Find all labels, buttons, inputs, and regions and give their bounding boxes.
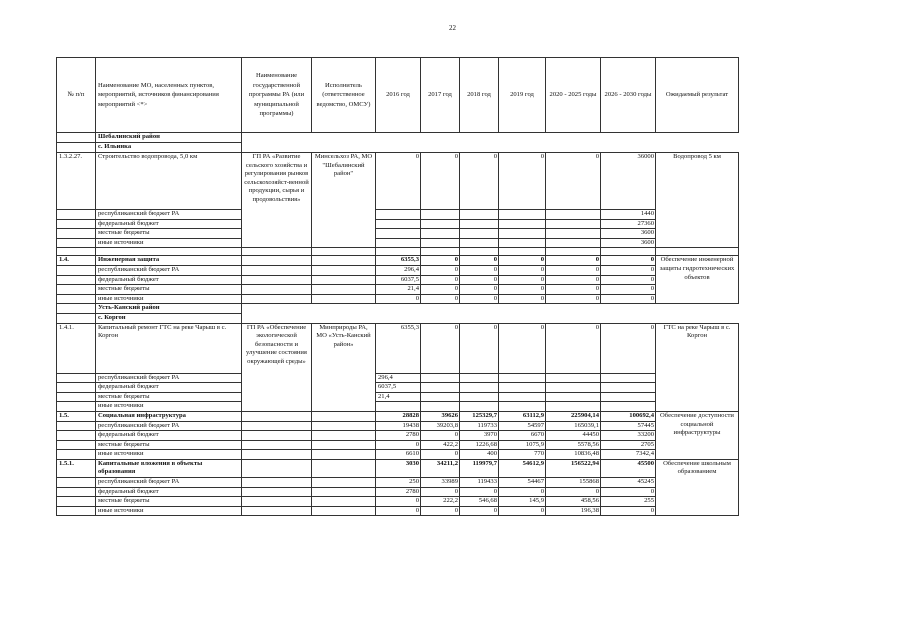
value-2017: 0 — [421, 275, 460, 285]
value-2020-2025: 165039,1 — [546, 421, 601, 431]
header-num: № п/п — [57, 58, 96, 133]
value-2016: 21,4 — [376, 392, 421, 402]
value-2020-2025: 155868 — [546, 478, 601, 488]
value-2019: 0 — [499, 294, 546, 304]
value-2026-2030: 27360 — [601, 219, 656, 229]
value-2018: 0 — [460, 506, 499, 516]
table-row — [57, 459, 739, 477]
value-2016: 6355,3 — [376, 323, 421, 373]
value-2026-2030: 57445 — [601, 421, 656, 431]
value-2020-2025: 10836,48 — [546, 450, 601, 460]
value-2019: 54612,9 — [499, 459, 546, 477]
value-2016: 0 — [376, 440, 421, 450]
value-2017: 0 — [421, 431, 460, 441]
value-2019: 63112,9 — [499, 411, 546, 421]
section-village: с. Ильинка — [96, 143, 242, 153]
row-result: Обеспечение инженерной защиты гидротехнических объектов — [656, 256, 739, 304]
source-label: местные бюджеты — [96, 285, 242, 295]
value-2018: 546,68 — [460, 497, 499, 507]
row-executor: Минприроды РА, МО «Усть-Канский район» — [312, 323, 376, 411]
value-2026-2030: 3600 — [601, 238, 656, 248]
value-2020-2025: 0 — [546, 153, 601, 210]
value-2018: 0 — [460, 294, 499, 304]
value-2017: 39626 — [421, 411, 460, 421]
value-2019: 145,9 — [499, 497, 546, 507]
value-2019: 0 — [499, 323, 546, 373]
value-2019: 0 — [499, 285, 546, 295]
value-2019: 0 — [499, 487, 546, 497]
row-result: Обеспечение доступности социальной инфраструктуры — [656, 411, 739, 459]
header-2019: 2019 год — [499, 58, 546, 133]
value-2016: 6610 — [376, 450, 421, 460]
value-2017: 0 — [421, 256, 460, 266]
value-2019: 54467 — [499, 478, 546, 488]
source-label: местные бюджеты — [96, 497, 242, 507]
source-label: федеральный бюджет — [96, 219, 242, 229]
source-label: местные бюджеты — [96, 229, 242, 239]
page-number: 22 — [449, 24, 456, 32]
table-row — [57, 431, 739, 441]
table-row — [57, 402, 739, 412]
value-2026-2030: 0 — [601, 256, 656, 266]
value-2017: 0 — [421, 506, 460, 516]
value-2026-2030: 0 — [601, 265, 656, 275]
table-row — [57, 440, 739, 450]
table-row — [57, 265, 739, 275]
value-2016: 6355,3 — [376, 256, 421, 266]
value-2019: 6670 — [499, 431, 546, 441]
value-2018: 1226,68 — [460, 440, 499, 450]
source-label: федеральный бюджет — [96, 383, 242, 393]
source-label: республиканский бюджет РА — [96, 478, 242, 488]
value-2018: 0 — [460, 153, 499, 210]
value-2018: 0 — [460, 265, 499, 275]
value-2017: 0 — [421, 323, 460, 373]
table-row — [57, 506, 739, 516]
table-row — [57, 275, 739, 285]
value-2016: 296,4 — [376, 265, 421, 275]
value-2017: 0 — [421, 153, 460, 210]
table-row — [57, 323, 739, 373]
value-2018: 0 — [460, 487, 499, 497]
value-2017: 422,2 — [421, 440, 460, 450]
value-2026-2030: 33200 — [601, 431, 656, 441]
value-2019: 54597 — [499, 421, 546, 431]
value-2018: 3970 — [460, 431, 499, 441]
value-2018: 119979,7 — [460, 459, 499, 477]
header-2026-2030: 2026 - 2030 годы — [601, 58, 656, 133]
table-header — [57, 58, 739, 133]
header-2017: 2017 год — [421, 58, 460, 133]
value-2026-2030: 0 — [601, 323, 656, 373]
value-2017: 34211,2 — [421, 459, 460, 477]
section-row — [57, 133, 739, 143]
row-program: ГП РА «Развитие сельского хозяйства и регулирования рынков сельскохозяйст-венной продукции, сырья и продовольствия» — [242, 153, 312, 248]
row-program: ГП РА «Обеспечение экологической безопасности и улучшение состояния окружающей среды» — [242, 323, 312, 411]
value-2026-2030: 45245 — [601, 478, 656, 488]
value-2016: 21,4 — [376, 285, 421, 295]
row-name: Строительство водопровода, 5,0 км — [96, 153, 242, 210]
value-2017: 0 — [421, 285, 460, 295]
value-2020-2025: 0 — [546, 285, 601, 295]
value-2026-2030: 7342,4 — [601, 450, 656, 460]
value-2017: 0 — [421, 450, 460, 460]
source-label: иные источники — [96, 402, 242, 412]
table-row — [57, 497, 739, 507]
spacer-row — [57, 248, 739, 256]
source-label: местные бюджеты — [96, 440, 242, 450]
header-2016: 2016 год — [376, 58, 421, 133]
value-2018: 400 — [460, 450, 499, 460]
value-2020-2025: 0 — [546, 275, 601, 285]
table-row — [57, 285, 739, 295]
row-number: 1.3.2.27. — [57, 153, 96, 210]
value-2020-2025: 44450 — [546, 431, 601, 441]
value-2026-2030: 0 — [601, 506, 656, 516]
source-label: федеральный бюджет — [96, 487, 242, 497]
section-row — [57, 313, 739, 323]
row-number: 1.4. — [57, 256, 96, 266]
source-label: иные источники — [96, 238, 242, 248]
value-2016: 0 — [376, 294, 421, 304]
source-label: иные источники — [96, 294, 242, 304]
value-2016: 2780 — [376, 487, 421, 497]
table-row — [57, 411, 739, 421]
value-2020-2025: 0 — [546, 323, 601, 373]
table-row — [57, 210, 739, 220]
value-2026-2030: 0 — [601, 294, 656, 304]
row-name: Социальная инфраструктура — [96, 411, 242, 421]
value-2018: 0 — [460, 275, 499, 285]
value-2026-2030: 3600 — [601, 229, 656, 239]
table-row — [57, 219, 739, 229]
value-2016: 0 — [376, 506, 421, 516]
table-row — [57, 229, 739, 239]
value-2026-2030: 36000 — [601, 153, 656, 210]
value-2017: 0 — [421, 294, 460, 304]
value-2020-2025: 0 — [546, 294, 601, 304]
row-name: Инженерная защита — [96, 256, 242, 266]
value-2020-2025: 0 — [546, 487, 601, 497]
source-label: республиканский бюджет РА — [96, 210, 242, 220]
value-2017: 33989 — [421, 478, 460, 488]
table-row — [57, 450, 739, 460]
row-name: Капитальный ремонт ГТС на реке Чарыш в с. Коргон — [96, 323, 242, 373]
value-2016: 0 — [376, 497, 421, 507]
table-row — [57, 238, 739, 248]
value-2016: 0 — [376, 153, 421, 210]
row-number: 1.5.1. — [57, 459, 96, 477]
value-2026-2030: 1440 — [601, 210, 656, 220]
value-2016: 2780 — [376, 431, 421, 441]
row-name: Капитальные вложения в объекты образования — [96, 459, 242, 477]
value-2019: 770 — [499, 450, 546, 460]
value-2018: 0 — [460, 256, 499, 266]
section-district: Усть-Канский район — [96, 304, 242, 314]
value-2020-2025: 5578,56 — [546, 440, 601, 450]
value-2026-2030: 2705 — [601, 440, 656, 450]
value-2018: 125329,7 — [460, 411, 499, 421]
row-result: ГТС на реке Чарыш в с. Коргон — [656, 323, 739, 411]
table-row — [57, 392, 739, 402]
value-2019: 0 — [499, 506, 546, 516]
table-row — [57, 487, 739, 497]
value-2016: 250 — [376, 478, 421, 488]
table-row — [57, 421, 739, 431]
value-2017: 0 — [421, 265, 460, 275]
value-2019: 0 — [499, 275, 546, 285]
section-row — [57, 304, 739, 314]
value-2018: 119433 — [460, 478, 499, 488]
table-row — [57, 383, 739, 393]
source-label: федеральный бюджет — [96, 431, 242, 441]
value-2016: 296,4 — [376, 373, 421, 383]
value-2019: 0 — [499, 265, 546, 275]
source-label: республиканский бюджет РА — [96, 421, 242, 431]
value-2026-2030: 0 — [601, 285, 656, 295]
row-number: 1.4.1. — [57, 323, 96, 373]
value-2017: 0 — [421, 487, 460, 497]
value-2026-2030: 0 — [601, 275, 656, 285]
table-row — [57, 256, 739, 266]
source-label: местные бюджеты — [96, 392, 242, 402]
row-result: Водопровод 5 км — [656, 153, 739, 248]
row-result: Обеспечение школьным образованием — [656, 459, 739, 516]
table-row — [57, 373, 739, 383]
value-2020-2025: 458,56 — [546, 497, 601, 507]
value-2018: 0 — [460, 323, 499, 373]
value-2026-2030: 100692,4 — [601, 411, 656, 421]
source-label: иные источники — [96, 506, 242, 516]
value-2019: 0 — [499, 153, 546, 210]
value-2017: 222,2 — [421, 497, 460, 507]
section-row — [57, 143, 739, 153]
header-name: Наименование МО, населенных пунктов, мероприятий, источников финансирования мероприятий <*> — [96, 58, 242, 133]
source-label: иные источники — [96, 450, 242, 460]
value-2019: 0 — [499, 256, 546, 266]
header-program: Наименование государственной программы РА (или муниципальной программы) — [242, 58, 312, 133]
row-executor: Минсельхоз РА, МО "Шебалинский район" — [312, 153, 376, 248]
value-2020-2025: 156522,94 — [546, 459, 601, 477]
header-result: Ожидаемый результат — [656, 58, 739, 133]
value-2016: 19438 — [376, 421, 421, 431]
value-2026-2030: 45500 — [601, 459, 656, 477]
value-2017: 39203,8 — [421, 421, 460, 431]
table-row — [57, 153, 739, 210]
value-2026-2030: 0 — [601, 487, 656, 497]
source-label: республиканский бюджет РА — [96, 373, 242, 383]
value-2020-2025: 0 — [546, 256, 601, 266]
section-district: Шебалинский район — [96, 133, 242, 143]
section-village: с. Коргон — [96, 313, 242, 323]
value-2016: 3030 — [376, 459, 421, 477]
source-label: федеральный бюджет — [96, 275, 242, 285]
table-row — [57, 294, 739, 304]
value-2026-2030: 255 — [601, 497, 656, 507]
value-2020-2025: 225904,14 — [546, 411, 601, 421]
row-number: 1.5. — [57, 411, 96, 421]
value-2016: 28828 — [376, 411, 421, 421]
value-2018: 119733 — [460, 421, 499, 431]
program-table — [56, 57, 739, 516]
value-2018: 0 — [460, 285, 499, 295]
header-2018: 2018 год — [460, 58, 499, 133]
value-2016: 6037,5 — [376, 383, 421, 393]
value-2016: 6037,5 — [376, 275, 421, 285]
value-2020-2025: 0 — [546, 265, 601, 275]
header-executor: Исполнитель (ответственное ведомство, ОМСУ) — [312, 58, 376, 133]
header-2020-2025: 2020 - 2025 годы — [546, 58, 601, 133]
value-2020-2025: 196,38 — [546, 506, 601, 516]
source-label: республиканский бюджет РА — [96, 265, 242, 275]
table-row — [57, 478, 739, 488]
value-2019: 1075,9 — [499, 440, 546, 450]
